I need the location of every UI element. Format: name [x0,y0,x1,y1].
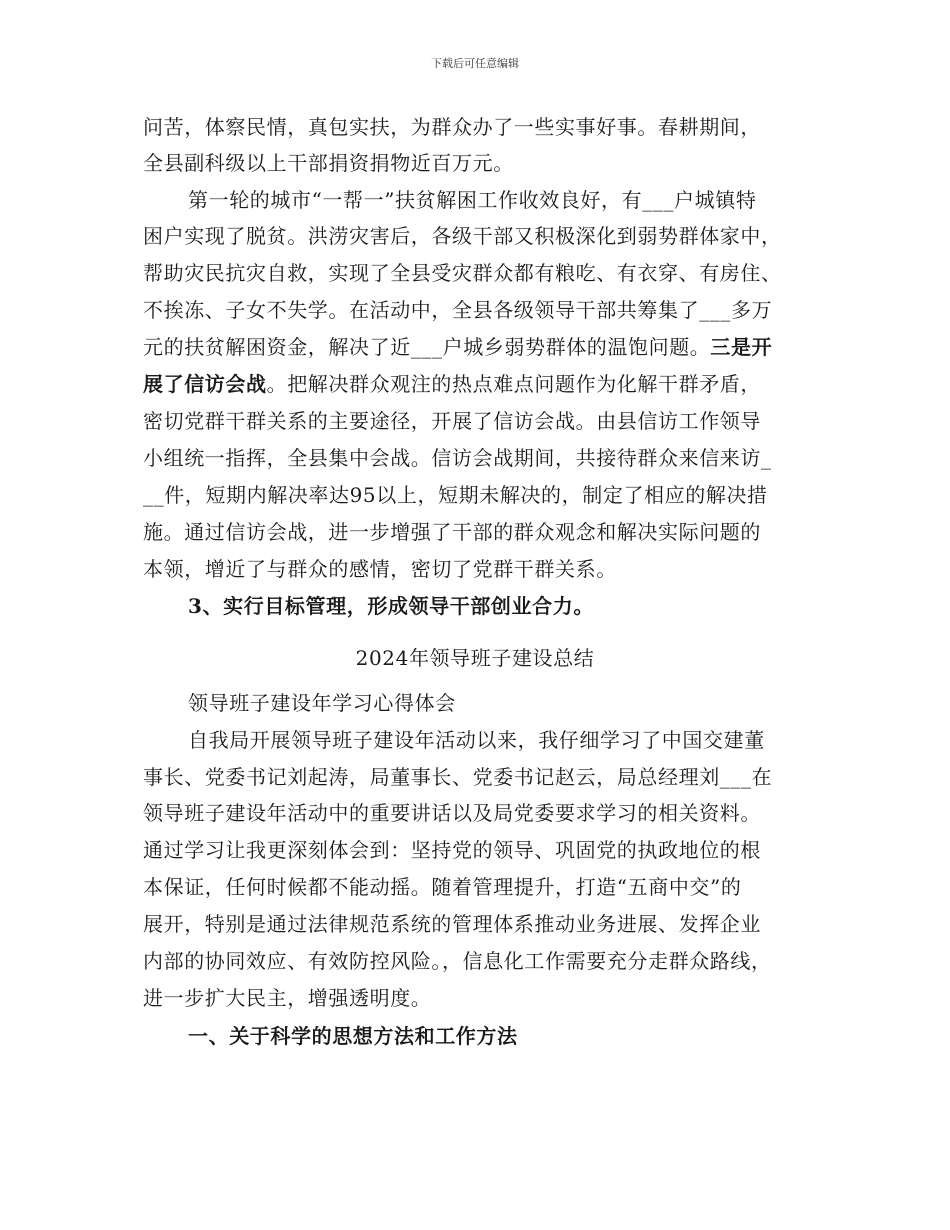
emphasis-text: 三是开 [710,335,773,359]
paragraph-text: 元的扶贫解困资金，解决了近___户城乡弱势群体的温饱问题。 [143,335,711,359]
paragraph-line: 小组统一指挥，全县集中会战。信访会战期间，共接待群众来信来访_ [143,446,772,470]
paragraph-line: 进一步扩大民主，增强透明度。 [143,986,432,1010]
paragraph-line: 内部的协同效应、有效防控风险。，信息化工作需要充分走群众路线， [143,949,772,973]
paragraph-line: 本保证，任何时候都不能动摇。随着管理提升，打造“五商中交”的 [143,875,742,899]
paragraph-line: 第一轮的城市“一帮一”扶贫解困工作收效良好，有___户城镇特 [188,188,757,212]
paragraph-line: 展开，特别是通过法律规范系统的管理体系推动业务进展、发挥企业 [143,912,761,936]
paragraph-line: 自我局开展领导班子建设年活动以来，我仔细学习了中国交建董 [188,728,765,752]
paragraph-text: 。把解决群众观注的热点难点问题作为化解干群矛盾， [266,372,762,396]
section-heading: 一、关于科学的思想方法和工作方法 [188,1024,518,1048]
paragraph-line [143,370,761,398]
subtitle: 领导班子建设年学习心得体会 [188,691,456,715]
paragraph-line: 本领，增近了与群众的感情，密切了党群干群关系。 [143,557,617,581]
paragraph-line: 事长、党委书记刘起涛，局董事长、党委书记赵云，局总经理刘___在 [143,765,773,789]
paragraph-line: 问苦，体察民情，真包实扶，为群众办了一些实事好事。春耕期间， [143,115,761,139]
paragraph-line: 施。通过信访会战，进一步增强了干部的群众观念和解决实际问题的 [143,520,761,544]
paragraph-line: 全县副科级以上干部捐资捐物近百万元。 [143,151,514,175]
paragraph-line: 困户实现了脱贫。洪涝灾害后，各级干部又积极深化到弱势群体家中， [143,224,782,248]
header-note: 下载后可任意编辑 [431,57,519,70]
paragraph-line [143,333,772,361]
paragraph-line: 帮助灾民抗灾自救，实现了全县受灾群众都有粮吃、有衣穿、有房住、 [143,261,782,285]
paragraph-line: __件，短期内解决率达95以上，短期未解决的，制定了相应的解决措 [143,483,768,507]
paragraph-line: 密切党群干群关系的主要途径，开展了信访会战。由县信访工作领导 [143,409,761,433]
emphasis-text: 展了信访会战 [143,372,267,396]
paragraph-line: 通过学习让我更深刻体会到：坚持党的领导、巩固党的执政地位的根 [143,838,761,862]
paragraph-line: 不挨冻、子女不失学。在活动中，全县各级领导干部共筹集了___多万 [143,298,773,322]
document-title: 2024年领导班子建设总结 [355,646,595,670]
item-heading: 3、实行目标管理，形成领导干部创业合力。 [188,594,594,618]
paragraph-line: 领导班子建设年活动中的重要讲话以及局党委要求学习的相关资料。 [143,801,761,825]
